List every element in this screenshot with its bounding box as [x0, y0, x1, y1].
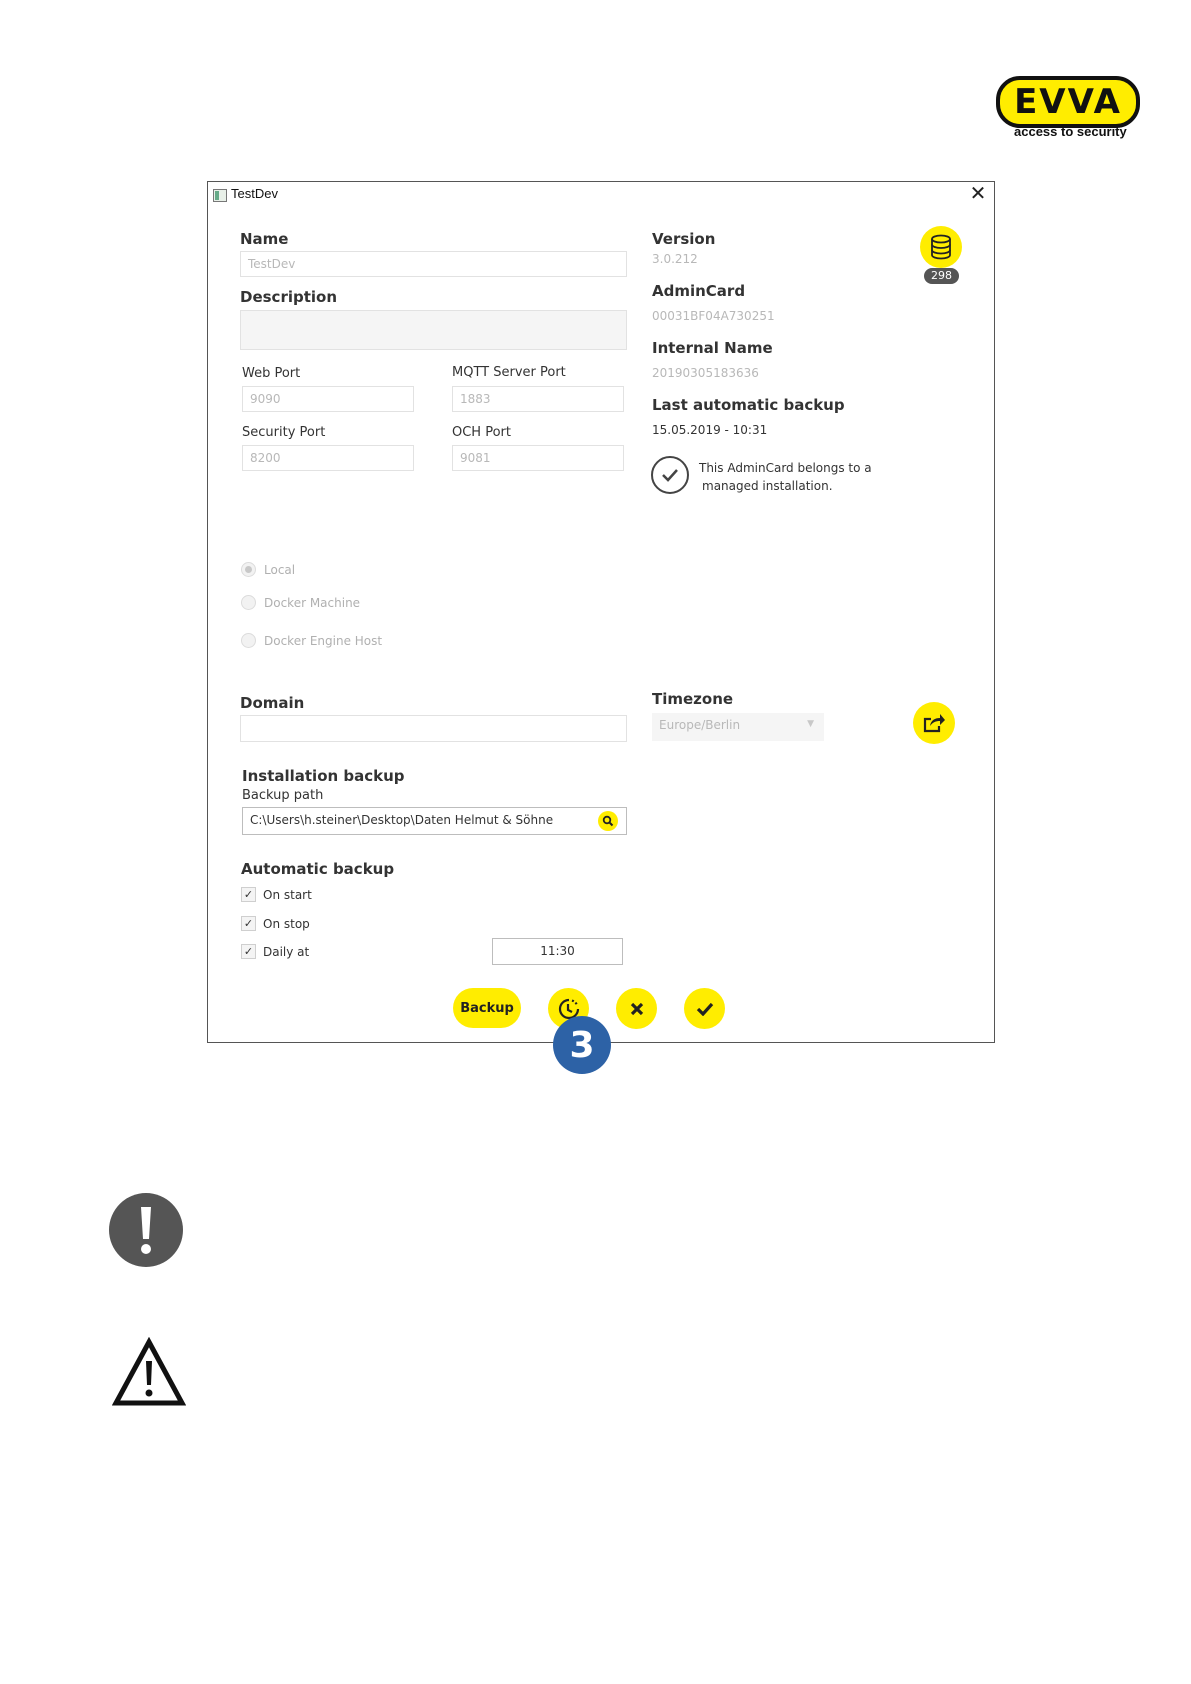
- database-icon: [930, 234, 952, 260]
- radio-button[interactable]: [241, 562, 256, 577]
- title-bar: [208, 182, 994, 206]
- admincard-label: AdminCard: [652, 282, 746, 300]
- och-port-label: OCH Port: [452, 425, 511, 440]
- checkbox-label: Daily at: [263, 944, 310, 959]
- testdev-dialog: [207, 181, 995, 1043]
- export-button[interactable]: [913, 702, 955, 744]
- radio-docker-engine-host[interactable]: [241, 633, 382, 648]
- radio-local[interactable]: [241, 562, 295, 577]
- last-backup-label: Last automatic backup: [652, 396, 845, 414]
- step-number-badge: 3: [553, 1016, 611, 1074]
- last-backup-value: 15.05.2019 - 10:31: [652, 423, 768, 437]
- name-label: Name: [240, 230, 289, 248]
- logo-pill: [996, 76, 1140, 128]
- backup-path-label: Backup path: [242, 788, 324, 803]
- version-value: 3.0.212: [652, 252, 698, 266]
- checkmark-icon[interactable]: ✓: [241, 916, 256, 931]
- internal-name-value: 20190305183636: [652, 366, 759, 380]
- och-port-field[interactable]: 9081: [452, 445, 624, 471]
- close-icon[interactable]: ✕: [969, 181, 987, 205]
- timezone-value: Europe/Berlin: [659, 718, 741, 732]
- warning-icon: [112, 1337, 186, 1407]
- close-icon: [629, 1001, 645, 1017]
- radio-label: Docker Machine: [264, 595, 361, 610]
- chevron-down-icon: ▼: [807, 719, 814, 729]
- admincard-value: 00031BF04A730251: [652, 309, 775, 323]
- internal-name-label: Internal Name: [652, 339, 773, 357]
- checkmark-icon[interactable]: ✓: [241, 887, 256, 902]
- browse-button[interactable]: [598, 811, 618, 831]
- checkbox-on-stop[interactable]: [241, 916, 310, 931]
- db-count-badge: 298: [924, 268, 959, 284]
- radio-label: Local: [264, 562, 296, 577]
- mqtt-port-label: MQTT Server Port: [452, 365, 566, 380]
- check-circle-icon: [651, 456, 689, 494]
- radio-button[interactable]: [241, 595, 256, 610]
- app-window-icon: [213, 189, 227, 202]
- timezone-label: Timezone: [652, 690, 734, 708]
- logo-tagline: access to security: [1014, 124, 1127, 139]
- backup-path-field[interactable]: [242, 807, 627, 835]
- managed-text-line1: This AdminCard belongs to a: [699, 461, 872, 475]
- web-port-field[interactable]: 9090: [242, 386, 414, 412]
- name-field[interactable]: TestDev: [240, 251, 627, 277]
- checkmark-icon[interactable]: ✓: [241, 944, 256, 959]
- checkbox-daily[interactable]: [241, 944, 309, 959]
- installation-backup-label: Installation backup: [242, 767, 405, 785]
- confirm-button[interactable]: [684, 988, 725, 1029]
- daily-time-field[interactable]: 11:30: [492, 938, 623, 965]
- checkbox-label: On stop: [263, 916, 310, 931]
- checkbox-on-start[interactable]: [241, 887, 312, 902]
- domain-label: Domain: [240, 694, 305, 712]
- database-button[interactable]: [920, 226, 962, 268]
- radio-label: Docker Engine Host: [264, 633, 383, 648]
- logo-brand: EVVA: [1014, 82, 1122, 122]
- description-field[interactable]: [240, 310, 627, 350]
- search-icon: [602, 815, 614, 827]
- checkbox-label: On start: [263, 887, 312, 902]
- evva-logo: [996, 76, 1142, 140]
- security-port-label: Security Port: [242, 425, 326, 440]
- timezone-select[interactable]: [652, 713, 824, 741]
- cancel-button[interactable]: [616, 988, 657, 1029]
- version-label: Version: [652, 230, 716, 248]
- domain-field[interactable]: [240, 715, 627, 742]
- security-port-field[interactable]: 8200: [242, 445, 414, 471]
- radio-button[interactable]: [241, 633, 256, 648]
- description-label: Description: [240, 288, 338, 306]
- backup-path-value: C:\Users\h.steiner\Desktop\Daten Helmut & Söhne: [250, 813, 554, 827]
- exclamation-icon: [109, 1193, 183, 1267]
- radio-docker-machine[interactable]: [241, 595, 360, 610]
- share-icon: [922, 712, 946, 734]
- automatic-backup-label: Automatic backup: [241, 860, 395, 878]
- check-icon: [696, 1002, 714, 1016]
- managed-text-line2: managed installation.: [702, 479, 833, 493]
- backup-button[interactable]: Backup: [453, 988, 521, 1028]
- mqtt-port-field[interactable]: 1883: [452, 386, 624, 412]
- window-title: TestDev: [231, 186, 278, 201]
- web-port-label: Web Port: [242, 366, 301, 381]
